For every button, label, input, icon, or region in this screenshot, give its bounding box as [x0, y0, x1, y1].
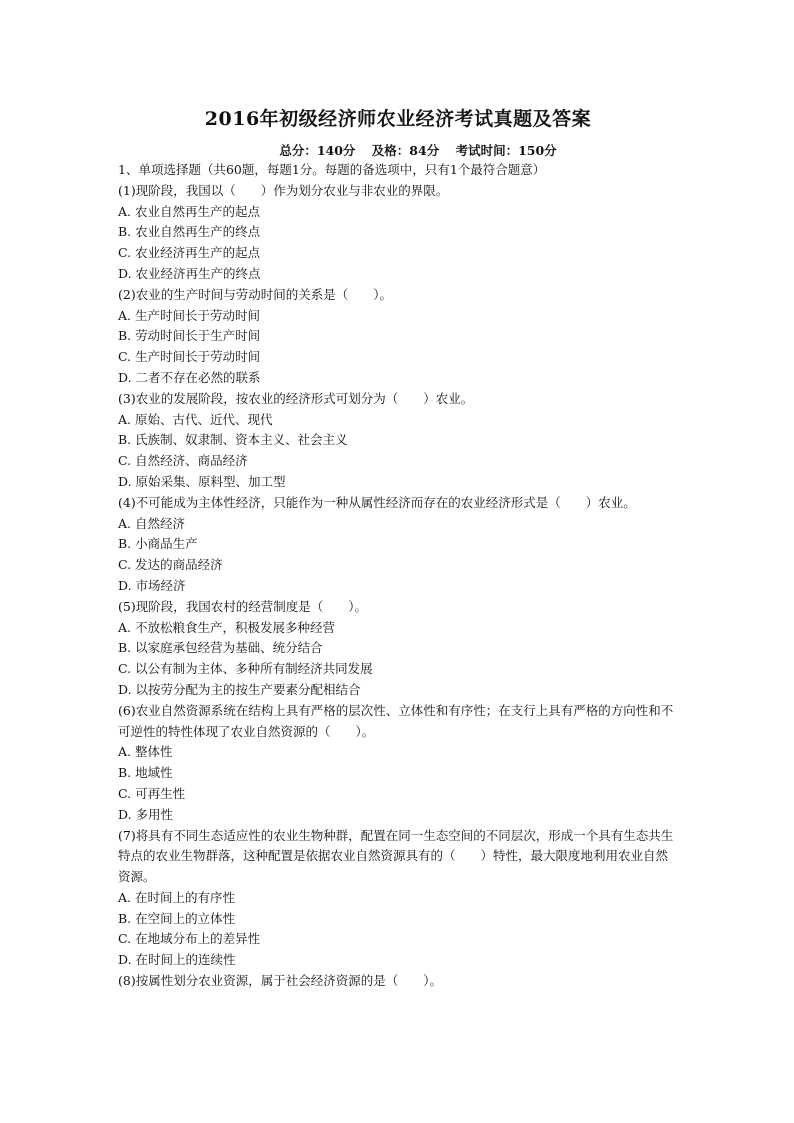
option-b: B. 地域性	[118, 765, 173, 781]
question-8	[118, 971, 678, 992]
option-a: A. 原始、古代、近代、现代	[118, 411, 273, 427]
question-stem: (8)按属性划分农业资源，属于社会经济资源的是（ ）。	[118, 973, 442, 989]
question-stem: (1)现阶段，我国以（ ）作为划分农业与非农业的界限。	[118, 182, 449, 198]
question-7	[118, 826, 678, 972]
option-b: B. 劳动时间长于生产时间	[118, 328, 261, 344]
option-c: C. 以公有制为主体、多种所有制经济共同发展	[118, 661, 373, 677]
exam-meta	[158, 142, 678, 160]
document-page	[118, 104, 678, 992]
question-2	[118, 285, 678, 389]
question-1	[118, 181, 678, 285]
question-stem: (2)农业的生产时间与劳动时间的关系是（ ）。	[118, 286, 392, 302]
option-b: B. 以家庭承包经营为基础、统分结合	[118, 640, 323, 656]
question-6	[118, 701, 678, 826]
option-d: D. 农业经济再生产的终点	[118, 265, 261, 281]
option-d: D. 原始采集、原料型、加工型	[118, 473, 286, 489]
question-stem: (7)将具有不同生态适应性的农业生物种群，配置在同一生态空间的不同层次，形成一个具有生态共生特点的农业生物群落，这种配置是依据农业自然资源具有的（ ）特性，最大限度地利用农业自然资源。	[118, 827, 674, 885]
option-a: A. 生产时间长于劳动时间	[118, 307, 260, 323]
question-4	[118, 493, 678, 597]
question-3	[118, 389, 678, 493]
option-d: D. 市场经济	[118, 577, 186, 593]
question-stem: (5)现阶段，我国农村的经营制度是（ ）。	[118, 598, 367, 614]
question-stem: (6)农业自然资源系统在结构上具有严格的层次性、立体性和有序性；在支行上具有严格的方向性和不可逆性的特性体现了农业自然资源的（ ）。	[118, 702, 674, 739]
option-a: A. 农业自然再生产的起点	[118, 203, 260, 219]
option-b: B. 氏族制、奴隶制、资本主义、社会主义	[118, 432, 348, 448]
option-b: B. 在空间上的立体性	[118, 910, 236, 926]
option-d: D. 以按劳分配为主的按生产要素分配相结合	[118, 681, 361, 697]
option-c: C. 可再生性	[118, 785, 186, 801]
exam-time: 考试时间：150分	[455, 143, 557, 158]
option-d: D. 多用性	[118, 806, 174, 822]
option-c: C. 自然经济、商品经济	[118, 453, 248, 469]
option-a: A. 自然经济	[118, 515, 185, 531]
option-b: B. 农业自然再生产的终点	[118, 224, 261, 240]
option-c: C. 发达的商品经济	[118, 557, 223, 573]
option-c: C. 农业经济再生产的起点	[118, 245, 261, 261]
section-heading: 1、单项选择题（共60题，每题1分。每题的备选项中，只有1个最符合题意）	[118, 162, 546, 177]
option-a: A. 在时间上的有序性	[118, 889, 235, 905]
option-c: C. 在地域分布上的差异性	[118, 931, 261, 947]
question-5	[118, 597, 678, 701]
total-score: 总分：140分	[279, 143, 356, 158]
pass-score: 及格：84分	[371, 143, 440, 158]
option-b: B. 小商品生产	[118, 536, 198, 552]
option-c: C. 生产时间长于劳动时间	[118, 349, 261, 365]
question-stem: (3)农业的发展阶段，按农业的经济形式可划分为（ ）农业。	[118, 390, 474, 406]
option-d: D. 二者不存在必然的联系	[118, 369, 261, 385]
document-title: 2016年初级经济师农业经济考试真题及答案	[204, 108, 592, 130]
question-stem: (4)不可能成为主体性经济，只能作为一种从属性经济而存在的农业经济形式是（ ）农业。	[118, 494, 636, 510]
option-a: A. 整体性	[118, 744, 173, 760]
option-d: D. 在时间上的连续性	[118, 952, 236, 968]
option-a: A. 不放松粮食生产，积极发展多种经营	[118, 619, 335, 635]
